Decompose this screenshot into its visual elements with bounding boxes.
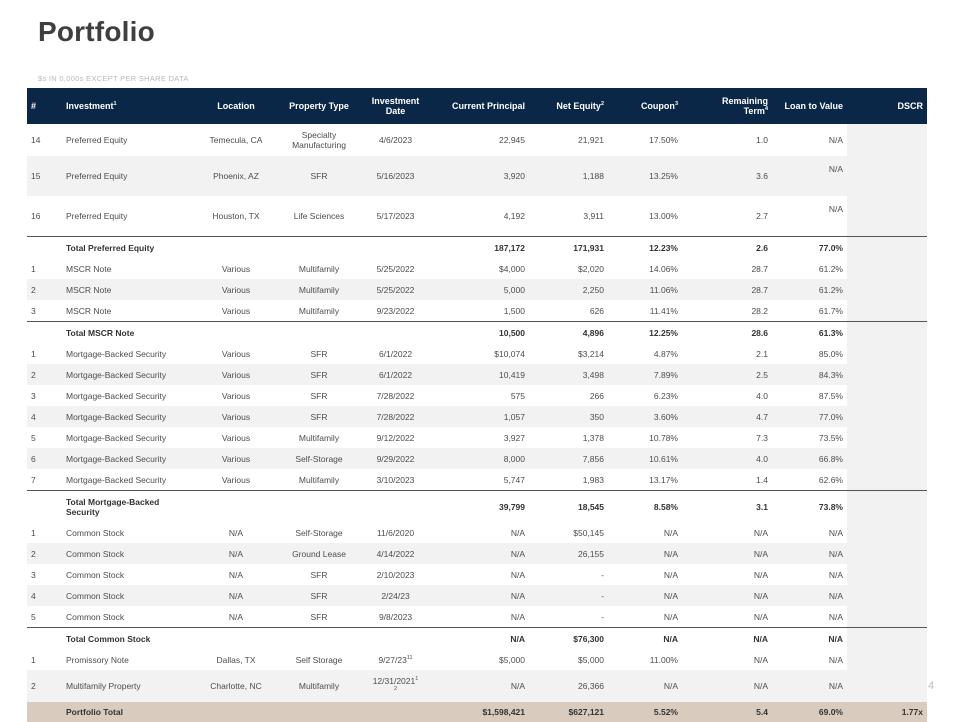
portfolio-total-equity: $627,121 — [529, 702, 608, 722]
cell-dscr — [847, 543, 927, 564]
cell-num: 3 — [31, 569, 36, 580]
portfolio-total-principal: $1,598,421 — [427, 702, 529, 722]
cell-location: Various — [198, 364, 274, 385]
cell-term: 3.6 — [682, 156, 772, 196]
cell-ltv: N/A — [828, 204, 843, 214]
cell-coupon: 10.78% — [649, 432, 678, 443]
cell-num: 2 — [27, 670, 62, 702]
cell-num: 2 — [27, 364, 62, 385]
cell-term: 28.7 — [751, 263, 768, 274]
cell-dscr — [847, 124, 927, 156]
portfolio-total-dscr: 1.77x — [847, 702, 927, 722]
cell-dscr — [847, 258, 927, 279]
cell-principal: 3,927 — [503, 432, 525, 443]
cell-date: 9/8/2023 — [378, 611, 413, 622]
cell-dscr — [847, 606, 927, 628]
cell-principal: 1,057 — [427, 406, 529, 427]
subtotal-principal: 39,799 — [427, 491, 529, 523]
col-header-net-equity: Net Equity$^2$ — [529, 88, 608, 124]
cell-coupon: N/A — [663, 569, 678, 580]
cell-equity: 626 — [589, 305, 604, 316]
cell-term: N/A — [682, 670, 772, 702]
cell-principal: 8,000 — [427, 448, 529, 469]
cell-equity: 1,378 — [582, 432, 604, 443]
cell-date: 6/1/2022 — [364, 364, 427, 385]
cell-term: N/A — [682, 585, 772, 606]
table-row — [27, 469, 927, 491]
col-header-current-principal: Current Principal — [427, 88, 529, 124]
cell-term: 4.0 — [756, 390, 768, 401]
cell-location: N/A — [228, 611, 244, 622]
col-header-num: # — [27, 88, 62, 124]
cell-location: Houston, TX — [212, 211, 260, 221]
col-header-coupon: Coupon$^3$ — [608, 88, 682, 124]
subtotal-principal: 187,172 — [427, 237, 529, 259]
cell-num: 4 — [27, 585, 62, 606]
cell-num: 3 — [31, 390, 36, 401]
cell-investment: Mortgage-Backed Security — [62, 406, 198, 427]
table-row — [27, 364, 927, 385]
cell-location: Various — [221, 432, 251, 443]
cell-location: Various — [221, 390, 251, 401]
cell-num: 1 — [31, 263, 36, 274]
cell-property-type: Specialty Manufacturing — [292, 130, 346, 150]
cell-coupon: 7.89% — [608, 364, 682, 385]
cell-property-type: Multifamily — [298, 263, 340, 274]
subtotal-principal: N/A — [427, 628, 529, 650]
cell-investment: Mortgage-Backed Security — [66, 390, 167, 401]
cell-term: 2.7 — [756, 211, 768, 221]
cell-property-type: SFR — [310, 569, 328, 580]
cell-location: Dallas, TX — [216, 654, 256, 665]
table-row — [27, 258, 927, 279]
subtotal-ltv: N/A — [772, 628, 847, 650]
cell-dscr — [847, 649, 927, 670]
cell-num: 2 — [27, 543, 62, 564]
subtotal-row — [27, 237, 927, 259]
cell-location: Various — [198, 279, 274, 300]
cell-ltv: N/A — [828, 611, 843, 622]
cell-equity: 3,911 — [583, 211, 604, 221]
cell-coupon: 13.25% — [608, 156, 682, 196]
cell-investment: Multifamily Property — [62, 670, 198, 702]
cell-dscr — [847, 237, 927, 259]
cell-coupon: 17.50% — [649, 135, 678, 145]
cell-num: 15 — [27, 156, 62, 196]
subtotal-coupon: 8.58% — [608, 491, 682, 523]
cell-location: Various — [221, 474, 251, 485]
subtotal-term: 28.6 — [682, 322, 772, 344]
cell-ltv: N/A — [772, 156, 847, 196]
cell-investment: Common Stock — [62, 543, 198, 564]
cell-principal: $4,000 — [499, 263, 525, 274]
table-row — [27, 196, 927, 237]
subtotal-equity: 4,896 — [529, 322, 608, 344]
cell-ltv: N/A — [828, 654, 843, 665]
cell-coupon: N/A — [608, 543, 682, 564]
cell-date: 2/24/23 — [364, 585, 427, 606]
subtotal-label: Total MSCR Note — [62, 322, 427, 344]
cell-property-type: Self Storage — [295, 654, 343, 665]
cell-term: N/A — [753, 611, 768, 622]
cell-date: 4/6/2023 — [378, 135, 413, 145]
cell-principal: 1,500 — [503, 305, 525, 316]
cell-ltv: N/A — [772, 670, 847, 702]
cell-investment: Preferred Equity — [66, 211, 128, 221]
cell-principal: 10,419 — [427, 364, 529, 385]
cell-dscr — [847, 491, 927, 523]
cell-property-type: Self-Storage — [274, 448, 364, 469]
cell-ltv: 77.0% — [772, 406, 847, 427]
cell-principal: N/A — [427, 670, 529, 702]
cell-property-type: SFR — [310, 390, 328, 401]
cell-equity: 2,250 — [529, 279, 608, 300]
cell-coupon: 14.06% — [649, 263, 678, 274]
cell-location: Phoenix, AZ — [198, 156, 274, 196]
col-header-loan-to-value: Loan to Value — [772, 88, 847, 124]
subtotal-equity: $76,300 — [529, 628, 608, 650]
cell-dscr — [847, 364, 927, 385]
table-row — [27, 156, 927, 196]
cell-principal: 22,945 — [499, 135, 525, 145]
cell-term: 7.3 — [756, 432, 768, 443]
subtotal-term: N/A — [682, 628, 772, 650]
cell-num: 3 — [31, 305, 36, 316]
col-header-dscr: DSCR — [847, 88, 927, 124]
subtotal-equity: 171,931 — [529, 237, 608, 259]
cell-investment: Common Stock — [66, 569, 125, 580]
subtotal-term: 2.6 — [682, 237, 772, 259]
cell-property-type: Multifamily — [298, 474, 340, 485]
cell-coupon: 11.00% — [649, 654, 678, 665]
table-row — [27, 343, 927, 364]
cell-date: 5/25/2022 — [376, 263, 415, 274]
table-row — [27, 448, 927, 469]
cell-date: 9/12/2022 — [376, 432, 415, 443]
cell-property-type: SFR — [274, 156, 364, 196]
cell-principal: N/A — [510, 611, 525, 622]
cell-equity: 350 — [529, 406, 608, 427]
cell-equity: 7,856 — [529, 448, 608, 469]
table-row — [27, 649, 927, 670]
col-header-property-type: Property Type — [274, 88, 364, 124]
cell-property-type: Life Sciences — [293, 211, 345, 221]
subtotal-ltv: 77.0% — [772, 237, 847, 259]
cell-date: 9/23/2022 — [376, 305, 415, 316]
cell-ltv: N/A — [772, 585, 847, 606]
cell-date: 12/31/2021$^1$ $^2$ — [364, 670, 427, 702]
cell-coupon: 6.23% — [653, 390, 678, 401]
cell-location: Various — [198, 406, 274, 427]
portfolio-total-ltv: 69.0% — [772, 702, 847, 722]
cell-num: 14 — [31, 135, 41, 145]
cell-principal: 3,920 — [427, 156, 529, 196]
cell-date: 4/14/2022 — [364, 543, 427, 564]
cell-equity: - — [601, 611, 604, 622]
cell-equity: 26,366 — [529, 670, 608, 702]
cell-location: N/A — [228, 569, 244, 580]
table-row — [27, 124, 927, 156]
cell-num: 2 — [27, 279, 62, 300]
subtotal-coupon: 12.25% — [608, 322, 682, 344]
cell-property-type: Multifamily — [274, 670, 364, 702]
cell-dscr — [847, 385, 927, 406]
cell-investment: Promissory Note — [66, 654, 129, 665]
cell-coupon: N/A — [608, 585, 682, 606]
cell-investment: Preferred Equity — [66, 135, 128, 145]
cell-ltv: N/A — [772, 543, 847, 564]
cell-ltv: 61.2% — [772, 279, 847, 300]
cell-ltv: 61.7% — [818, 305, 843, 316]
cell-dscr — [847, 343, 927, 364]
cell-investment: Preferred Equity — [62, 156, 198, 196]
cell-investment: Mortgage-Backed Security — [62, 448, 198, 469]
cell-date: 5/16/2023 — [364, 156, 427, 196]
cell-dscr — [847, 670, 927, 702]
subtotal-principal: 10,500 — [427, 322, 529, 344]
cell-principal: N/A — [510, 527, 525, 538]
cell-ltv: 61.2% — [818, 263, 843, 274]
cell-equity: $50,145 — [573, 527, 604, 538]
cell-dscr — [847, 522, 927, 543]
cell-date: 2/10/2023 — [376, 569, 415, 580]
cell-location: Various — [198, 448, 274, 469]
cell-principal: $10,074 — [494, 348, 525, 359]
portfolio-total-label: Portfolio Total — [62, 702, 427, 722]
cell-date: 7/28/2022 — [364, 406, 427, 427]
table-row — [27, 406, 927, 427]
cell-num: 1 — [31, 527, 36, 538]
cell-property-type: SFR — [274, 364, 364, 385]
cell-num: 6 — [27, 448, 62, 469]
cell-equity: $3,214 — [578, 348, 604, 359]
cell-ltv: 66.8% — [772, 448, 847, 469]
cell-term: 28.2 — [751, 305, 768, 316]
cell-dscr — [847, 585, 927, 606]
table-row — [27, 427, 927, 448]
cell-date: 11/6/2020 — [376, 527, 415, 538]
table-row — [27, 564, 927, 585]
cell-equity: 3,498 — [529, 364, 608, 385]
cell-location: Temecula, CA — [209, 135, 263, 145]
cell-property-type: SFR — [274, 585, 364, 606]
cell-property-type: SFR — [310, 611, 328, 622]
cell-term: 1.0 — [756, 135, 768, 145]
subtotal-row — [27, 628, 927, 650]
cell-principal: 5,747 — [503, 474, 525, 485]
cell-ltv: 84.3% — [772, 364, 847, 385]
cell-dscr — [847, 564, 927, 585]
cell-property-type: Multifamily — [298, 305, 340, 316]
cell-term: 2.1 — [756, 348, 768, 359]
units-note: $s IN 0,000s EXCEPT PER SHARE DATA — [38, 74, 189, 83]
col-header-location: Location — [198, 88, 274, 124]
cell-investment: Mortgage-Backed Security — [66, 474, 167, 485]
cell-investment: Mortgage-Backed Security — [62, 364, 198, 385]
cell-investment: MSCR Note — [66, 263, 112, 274]
cell-investment: MSCR Note — [66, 305, 112, 316]
cell-coupon: 13.00% — [649, 211, 678, 221]
cell-coupon: 11.41% — [649, 305, 678, 316]
cell-date: 5/25/2022 — [364, 279, 427, 300]
cell-dscr — [847, 469, 927, 491]
cell-dscr — [847, 427, 927, 448]
subtotal-equity: 18,545 — [529, 491, 608, 523]
cell-investment: Common Stock — [62, 585, 198, 606]
cell-num: 1 — [31, 348, 36, 359]
cell-principal: $5,000 — [499, 654, 525, 665]
cell-term: 4.0 — [682, 448, 772, 469]
cell-investment: Common Stock — [66, 611, 125, 622]
subtotal-row — [27, 322, 927, 344]
cell-principal: N/A — [510, 569, 525, 580]
cell-equity: $2,020 — [578, 263, 604, 274]
table-row — [27, 279, 927, 300]
cell-principal: N/A — [427, 543, 529, 564]
page-number: 4 — [928, 680, 935, 692]
col-header-investment-date: Investment Date — [364, 88, 427, 124]
cell-num: 7 — [31, 474, 36, 485]
portfolio-total-coupon: 5.52% — [608, 702, 682, 722]
col-header-investment: Investment$^1$ — [62, 88, 198, 124]
cell-date: 5/17/2023 — [376, 211, 415, 221]
cell-term: 4.7 — [682, 406, 772, 427]
portfolio-table — [27, 88, 927, 722]
cell-equity: - — [601, 569, 604, 580]
cell-dscr — [847, 279, 927, 300]
cell-location: N/A — [198, 543, 274, 564]
cell-num: 1 — [31, 654, 36, 665]
table-row — [27, 385, 927, 406]
cell-term: N/A — [682, 543, 772, 564]
cell-ltv: 62.6% — [818, 474, 843, 485]
cell-equity: 266 — [589, 390, 604, 401]
cell-term: N/A — [753, 654, 768, 665]
cell-date: 6/1/2022 — [378, 348, 413, 359]
portfolio-total-term: 5.4 — [682, 702, 772, 722]
cell-coupon: N/A — [663, 527, 678, 538]
cell-coupon: 10.61% — [608, 448, 682, 469]
cell-property-type: Multifamily — [298, 432, 340, 443]
cell-investment: Mortgage-Backed Security — [66, 432, 167, 443]
cell-dscr — [847, 406, 927, 427]
cell-term: 2.5 — [682, 364, 772, 385]
cell-principal: 575 — [510, 390, 525, 401]
cell-term: N/A — [753, 569, 768, 580]
cell-equity: 26,155 — [529, 543, 608, 564]
cell-property-type: Multifamily — [274, 279, 364, 300]
subtotal-row — [27, 491, 927, 523]
cell-investment: Common Stock — [66, 527, 125, 538]
cell-equity: 21,921 — [578, 135, 604, 145]
table-header-row — [27, 88, 927, 124]
cell-ltv: N/A — [828, 135, 843, 145]
cell-dscr — [847, 156, 927, 196]
cell-location: Various — [221, 263, 251, 274]
subtotal-coupon: N/A — [608, 628, 682, 650]
cell-location: Various — [221, 348, 251, 359]
col-header-remaining-term: Remaining Term$^4$ — [682, 88, 772, 124]
cell-investment: Mortgage-Backed Security — [66, 348, 167, 359]
cell-coupon: 13.17% — [649, 474, 678, 485]
portfolio-total-row — [27, 702, 927, 722]
cell-coupon: 3.60% — [608, 406, 682, 427]
cell-coupon: 11.06% — [608, 279, 682, 300]
cell-term: 28.7 — [682, 279, 772, 300]
table-row — [27, 300, 927, 322]
table-row — [27, 606, 927, 628]
cell-term: N/A — [753, 527, 768, 538]
cell-num: 5 — [31, 432, 36, 443]
cell-coupon: 4.87% — [653, 348, 678, 359]
cell-ltv: 87.5% — [818, 390, 843, 401]
cell-ltv: N/A — [828, 569, 843, 580]
cell-dscr — [847, 322, 927, 344]
cell-location: Various — [221, 305, 251, 316]
cell-principal: N/A — [427, 585, 529, 606]
cell-equity: 1,188 — [529, 156, 608, 196]
table-row — [27, 585, 927, 606]
table-row — [27, 522, 927, 543]
cell-dscr — [847, 448, 927, 469]
cell-num: 5 — [31, 611, 36, 622]
cell-date: 7/28/2022 — [376, 390, 415, 401]
cell-location: N/A — [198, 585, 274, 606]
cell-property-type: Ground Lease — [274, 543, 364, 564]
cell-dscr — [847, 300, 927, 322]
page-title: Portfolio — [38, 16, 155, 47]
cell-date: 3/10/2023 — [376, 474, 415, 485]
cell-date: $9/27/23^{11}$ — [378, 654, 413, 665]
subtotal-ltv: 61.3% — [772, 322, 847, 344]
cell-ltv: 73.5% — [818, 432, 843, 443]
cell-equity: $5,000 — [578, 654, 604, 665]
subtotal-coupon: 12.23% — [608, 237, 682, 259]
subtotal-term: 3.1 — [682, 491, 772, 523]
cell-principal: 5,000 — [427, 279, 529, 300]
subtotal-label: Total Common Stock — [62, 628, 427, 650]
table-row — [27, 670, 927, 702]
subtotal-label: Total Mortgage-Backed Security — [62, 491, 198, 523]
cell-term: 1.4 — [756, 474, 768, 485]
cell-coupon: N/A — [608, 670, 682, 702]
cell-equity: - — [529, 585, 608, 606]
subtotal-label: Total Preferred Equity — [62, 237, 427, 259]
cell-property-type: SFR — [274, 406, 364, 427]
cell-num: 16 — [31, 211, 41, 221]
cell-num: 4 — [27, 406, 62, 427]
subtotal-ltv: 73.8% — [772, 491, 847, 523]
cell-dscr — [847, 628, 927, 650]
cell-location: Charlotte, NC — [198, 670, 274, 702]
cell-property-type: Self-Storage — [295, 527, 343, 538]
cell-property-type: SFR — [310, 348, 328, 359]
cell-ltv: 85.0% — [818, 348, 843, 359]
cell-date: 9/29/2022 — [364, 448, 427, 469]
cell-ltv: N/A — [828, 527, 843, 538]
cell-principal: 4,192 — [503, 211, 525, 221]
cell-investment: MSCR Note — [62, 279, 198, 300]
cell-dscr — [847, 196, 927, 237]
cell-coupon: N/A — [663, 611, 678, 622]
table-row — [27, 543, 927, 564]
cell-location: N/A — [228, 527, 244, 538]
cell-equity: 1,983 — [582, 474, 604, 485]
